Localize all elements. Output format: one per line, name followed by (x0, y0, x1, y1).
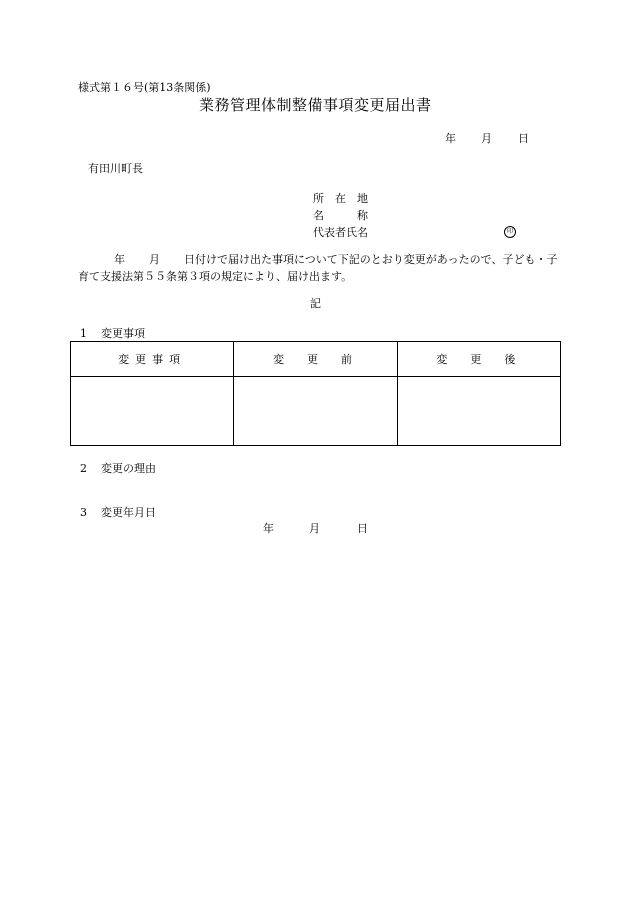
cell-change-item[interactable] (71, 377, 234, 446)
table-header-row (71, 342, 561, 377)
section-2-number: 2 (80, 462, 87, 475)
form-number: 様式第１６号(第13条関係) (78, 81, 211, 94)
section-1-number: 1 (80, 327, 87, 340)
document-title: 業務管理体制整備事項変更届出書 (199, 96, 432, 114)
date-day: 日 (518, 132, 529, 145)
change-date-year: 年 (263, 522, 274, 535)
date-year: 年 (445, 132, 456, 145)
section-1-heading (80, 328, 145, 339)
section-2-heading (80, 463, 156, 474)
body-text: 日付けで届け出た事項について下記のとおり変更があったので、子ども・子育て支援法第５５条第３項の規定により、届け出ます。 (78, 253, 558, 283)
applicant-block (313, 192, 513, 244)
change-date-month: 月 (309, 522, 320, 535)
ki-heading: 記 (310, 297, 321, 310)
section-3-number: 3 (80, 506, 87, 519)
header-after-change: 変 更 後 (397, 342, 560, 377)
body-paragraph (78, 251, 558, 285)
date-month: 月 (481, 132, 492, 145)
cell-before-change[interactable] (234, 377, 397, 446)
applicant-name-row (313, 210, 373, 227)
name-label: 名 称 (313, 209, 368, 222)
representative-label: 代表者氏名 (313, 226, 368, 239)
header-change-item: 変更事項 (71, 342, 234, 377)
change-date (263, 523, 368, 534)
address-label: 所 在 地 (313, 192, 368, 205)
applicant-representative-row (313, 226, 513, 244)
submission-date (445, 133, 529, 144)
table-row (71, 377, 561, 446)
section-3-label: 変更年月日 (101, 506, 156, 519)
body-month: 月 (149, 253, 160, 266)
section-3-heading (80, 507, 156, 518)
seal-mark: 印 (504, 226, 516, 238)
section-1-label: 変更事項 (101, 327, 145, 340)
header-before-change: 変 更 前 (234, 342, 397, 377)
cell-after-change[interactable] (397, 377, 560, 446)
body-year: 年 (114, 253, 125, 266)
change-table (70, 341, 561, 446)
applicant-address-row (313, 193, 373, 210)
section-2-label: 変更の理由 (101, 462, 156, 475)
addressee: 有田川町長 (88, 162, 143, 175)
change-date-day: 日 (357, 522, 368, 535)
